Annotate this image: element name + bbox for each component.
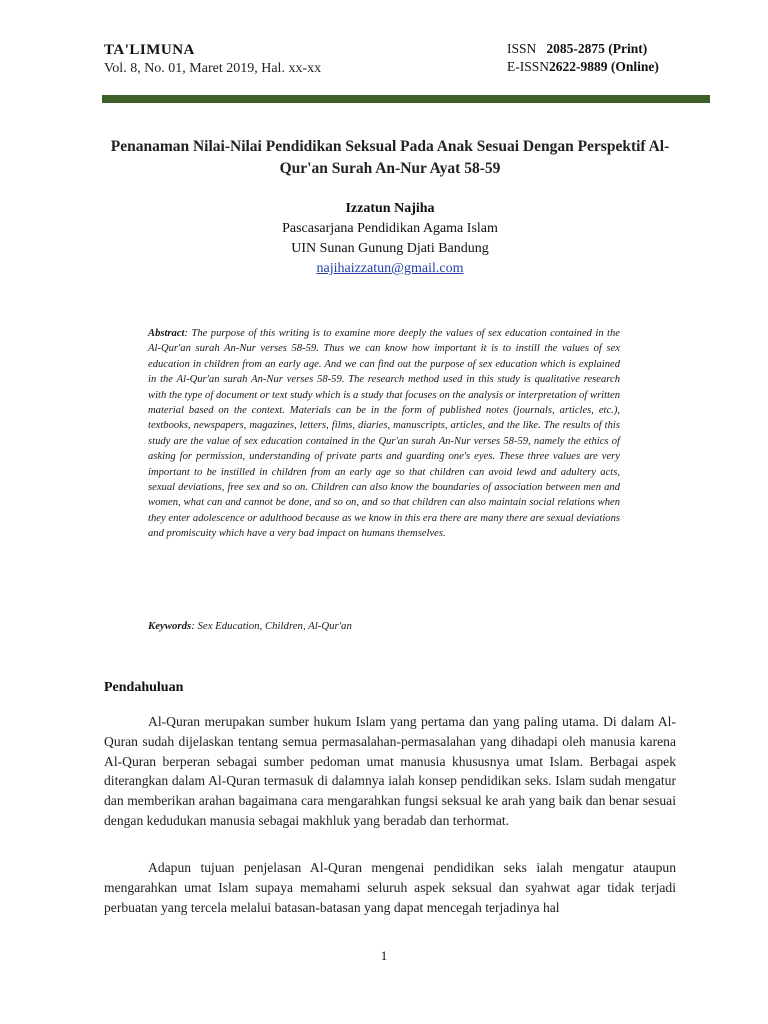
keywords-text: : Sex Education, Children, Al-Qur'an bbox=[191, 620, 352, 632]
section-heading: Pendahuluan bbox=[104, 680, 184, 695]
eissn-value: 2622-9889 (Online) bbox=[549, 59, 659, 74]
body-paragraph-2: Adapun tujuan penjelasan Al-Quran mengenai pendidikan seks ialah mengatur ataupun mengarahkan umat Islam supaya memahami seluruh aspek seksual dan syahwat agar tidak terjadi perbuatan yang tercela melalui batasan-batasan yang dapat mencegah terjadinya hal bbox=[104, 860, 676, 915]
affiliation-line-1: Pascasarjana Pendidikan Agama Islam bbox=[282, 221, 498, 236]
keywords-label: Keywords bbox=[148, 620, 192, 632]
author-name: Izzatun Najiha bbox=[345, 201, 435, 216]
issn-label: ISSN bbox=[507, 41, 537, 56]
issn-value: 2085-2875 (Print) bbox=[546, 41, 648, 56]
abstract-text: : The purpose of this writing is to examine more deeply the values of sex education contained in the Al-Qur'an surah An-Nur verses 58-59. Thus we can know how important it is to instill the values of sex education in children from an early age. And we can find out the purpose of sex education which is explained in the Al-Qur'an surah An-Nur verses 58-59. The research method used in this study is qualitative research with the type of document or text study which is a study that focuses on the analysis or interpretation of written material based on the context. Materials can be in the form of published notes (journals, articles, etc.), textbooks, newspapers, magazines, letters, films, diaries, manuscripts, articles, and the like. The results of this study are the value of sex education contained in the Qur'an surah An-Nur verses 58-59, namely the ethics of asking for permission, understanding of private parts and guarding one's eyes. These three values are very important to be instilled in children from an early age so that children can avoid lewd and adultery acts, sexual deviations, free sex and so on. Children can also know the boundaries of association between men and women, what can and cannot be done, and so on, and so that children can also maintain social relations when they enter adolescence or adulthood because as we know in this era there are many there are sexual deviations and promiscuity which have a very bad impact on humans themselves. bbox=[148, 328, 620, 540]
keywords bbox=[148, 620, 620, 632]
issn-block bbox=[507, 40, 659, 76]
author-block bbox=[100, 199, 680, 279]
abstract-label: Abstract bbox=[148, 328, 185, 339]
journal-name: TA'LIMUNA bbox=[104, 42, 195, 58]
article-title: Penanaman Nilai-Nilai Pendidikan Seksual Pada Anak Sesuai Dengan Perspektif Al-Qur'an Surah An-Nur Ayat 58-59 bbox=[110, 138, 670, 177]
issn-online-line bbox=[507, 58, 659, 76]
abstract bbox=[148, 326, 620, 542]
author-email-link[interactable]: najihaizzatun@gmail.com bbox=[316, 261, 464, 276]
eissn-label: E-ISSN bbox=[507, 59, 550, 74]
page-number: 1 bbox=[380, 948, 388, 963]
journal-volume-line: Vol. 8, No. 01, Maret 2019, Hal. xx-xx bbox=[104, 61, 322, 76]
header-rule bbox=[102, 95, 710, 103]
affiliation-line-2: UIN Sunan Gunung Djati Bandung bbox=[291, 241, 489, 256]
issn-print-line bbox=[507, 40, 659, 58]
body-paragraph-1: Al-Quran merupakan sumber hukum Islam yang pertama dan yang paling utama. Di dalam Al-Quran sudah dijelaskan tentang semua permasalahan-permasalahan yang dihadapi oleh manusia karena Al-Quran berperan sebagai sumber pedoman umat manusia khususnya umat Islam. Berbagai aspek diterangkan dalam Al-Quran termasuk di dalamnya ialah konsep pendidikan seks. Islam sudah mengatur dan memberikan arahan bagaimana cara mengarahkan fungsi seksual ke arah yang baik dan benar sesuai dengan kedudukan manusia sebagai makhluk yang beradab dan terhormat. bbox=[104, 714, 676, 828]
